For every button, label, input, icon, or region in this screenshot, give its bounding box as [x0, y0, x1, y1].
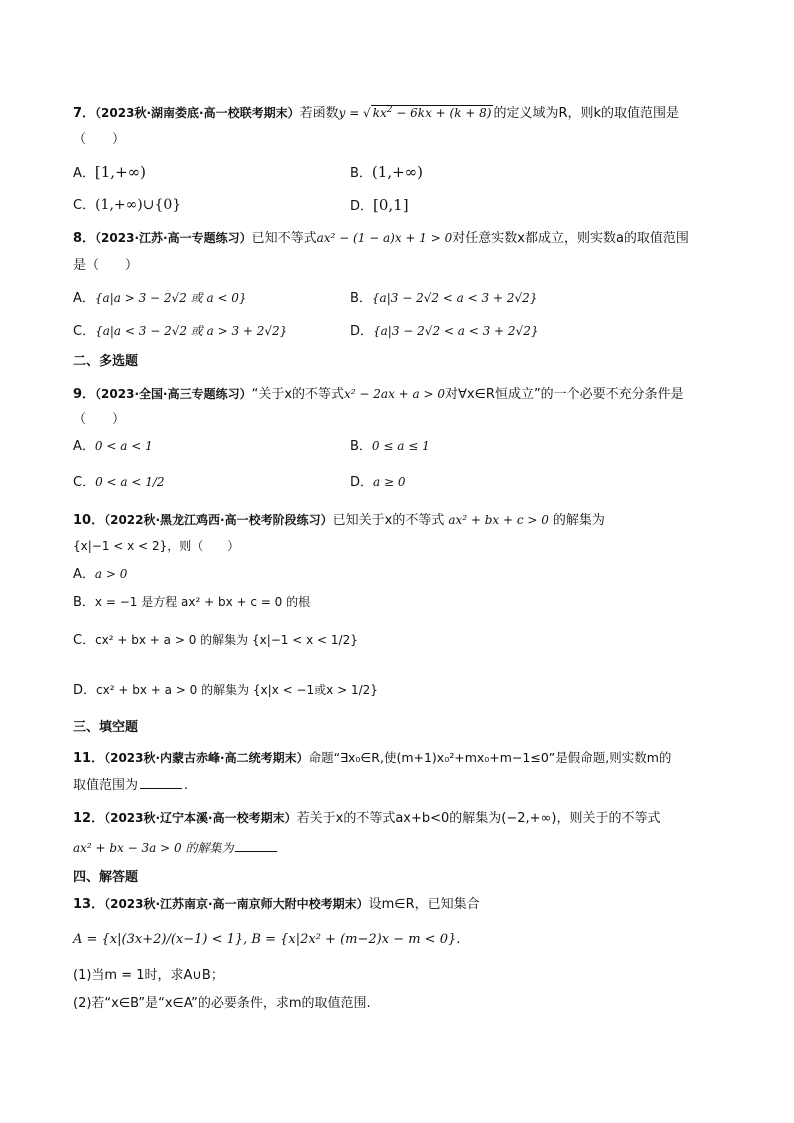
- question-number: 9．: [73, 387, 96, 402]
- option-b: [73, 592, 310, 613]
- option-text: x = −1 是方程 ax² + bx + c = 0 的根: [94, 595, 311, 609]
- option-label: A．: [73, 439, 95, 454]
- section-heading: 二、多选题: [73, 354, 139, 369]
- question-number: 7．: [73, 106, 96, 121]
- option-text: a > 0: [94, 567, 128, 581]
- question-10-line-2: {x|−1 < x < 2}，则（ ）: [73, 539, 240, 553]
- option-text: {a|3 − 2√2 < a < 3 + 2√2}: [371, 291, 538, 305]
- option-c: [73, 321, 287, 342]
- option-text: (1,+∞): [371, 163, 424, 181]
- section-heading: 三、填空题: [73, 720, 139, 735]
- question-source: （2023秋·湖南娄底·高一校联考期末）: [95, 106, 300, 120]
- option-label: C．: [73, 324, 96, 339]
- question-text: ax² + bx − 3a > 0 的解集为: [73, 841, 234, 855]
- option-label: D．: [73, 683, 97, 698]
- question-source: （2023秋·内蒙古赤峰·高二统考期末）: [104, 751, 309, 765]
- answer-paren: （ ）: [73, 412, 126, 427]
- q13-part-2: (2)若“x∈B”是“x∈A”的必要条件，求m的取值范围.: [73, 996, 371, 1011]
- question-source: （2023·全国·高三专题练习）: [95, 387, 252, 401]
- option-text: [1,+∞): [94, 163, 146, 181]
- question-text: 对∀x∈R恒成立”的一个必要不充分条件是: [445, 387, 684, 402]
- q13-sets: A = {x|(3x+2)/(x−1) < 1}, B = {x|2x² + (m−2)x − m < 0}.: [73, 932, 461, 947]
- option-d: [73, 680, 378, 701]
- question-text: 已知关于x的不等式: [332, 513, 445, 528]
- option-label: A．: [73, 567, 95, 582]
- question-7-line-1: [73, 100, 679, 124]
- option-c: [73, 630, 358, 651]
- option-label: B．: [73, 595, 95, 610]
- question-source: （2023·江苏·高一专题练习）: [95, 231, 252, 245]
- question-number: 8．: [73, 231, 96, 246]
- question-source: （2022秋·黑龙江鸡西·高一校考阶段练习）: [104, 513, 333, 527]
- option-label: C．: [73, 198, 96, 213]
- option-d: [350, 472, 406, 493]
- option-label: D．: [350, 324, 374, 339]
- question-text: 的解集为: [552, 513, 605, 528]
- option-label: C．: [73, 475, 96, 490]
- q13-part-1: (1)当m = 1时，求A∪B；: [73, 968, 224, 983]
- question-text: 取值范围为: [73, 778, 139, 793]
- section-heading: 四、解答题: [73, 870, 139, 885]
- option-text: 0 ≤ a ≤ 1: [371, 439, 430, 453]
- option-a: [73, 162, 146, 184]
- option-text: {a|a > 3 − 2√2 或 a < 0}: [94, 291, 247, 305]
- question-11-line-1: [73, 748, 671, 769]
- question-10-line-1: [73, 510, 605, 531]
- q9-formula: x² − 2ax + a > 0: [344, 387, 445, 401]
- option-label: A．: [73, 291, 95, 306]
- option-text: cx² + bx + a > 0 的解集为 {x|x < −1或x > 1/2}: [96, 683, 378, 697]
- q7-formula: y = √ $kx^2 - 6kx + (k + 8)$: [338, 105, 492, 120]
- option-d: [350, 321, 538, 342]
- option-text: [0,1]: [373, 196, 409, 214]
- option-b: [350, 288, 537, 309]
- answer-paren: （ ）: [73, 132, 126, 147]
- question-text: .: [184, 778, 189, 793]
- question-source: （2023秋·辽宁本溪·高一校考期末）: [104, 811, 297, 825]
- option-a: [73, 436, 153, 457]
- option-label: D．: [350, 199, 374, 214]
- option-text: 0 < a < 1: [94, 439, 153, 453]
- option-label: C．: [73, 633, 96, 648]
- question-source: （2023秋·江苏南京·高一南京师大附中校考期末）: [104, 897, 369, 911]
- option-text: {a|a < 3 − 2√2 或 a > 3 + 2√2}: [95, 324, 288, 338]
- option-label: D．: [350, 475, 374, 490]
- question-8-line-1: [73, 228, 689, 249]
- question-text: “关于x的不等式: [251, 387, 345, 402]
- question-text: 命题“∃x₀∈R,使(m+1)x₀²+mx₀+m−1≤0”是假命题,则实数m的: [308, 750, 672, 765]
- question-11-line-2: [73, 776, 188, 796]
- question-text: 对任意实数x都成立，则实数a的取值范围: [452, 231, 689, 246]
- option-c: [73, 472, 165, 493]
- answer-blank[interactable]: [140, 776, 182, 789]
- question-text: 的定义域为R，则k的取值范围是: [493, 106, 680, 121]
- option-c: [73, 195, 181, 216]
- option-b: [350, 436, 430, 457]
- question-number: 10．: [73, 513, 105, 528]
- question-number: 12．: [73, 811, 105, 826]
- question-number: 11．: [73, 751, 105, 766]
- question-number: 13．: [73, 897, 105, 912]
- option-d: [350, 195, 409, 217]
- answer-blank[interactable]: [235, 839, 277, 852]
- question-12-line-2: [73, 838, 279, 859]
- option-a: [73, 564, 127, 585]
- question-13-line-1: [73, 894, 480, 915]
- question-9-line-1: [73, 384, 684, 405]
- option-text: cx² + bx + a > 0 的解集为 {x|−1 < x < 1/2}: [95, 633, 358, 647]
- option-label: A．: [73, 166, 95, 181]
- option-a: [73, 288, 247, 309]
- option-text: (1,+∞)∪{0}: [95, 197, 182, 213]
- option-text: {a|3 − 2√2 < a < 3 + 2√2}: [373, 324, 539, 338]
- option-text: a ≥ 0: [373, 475, 406, 489]
- question-12-line-1: [73, 808, 660, 829]
- option-label: B．: [350, 439, 372, 454]
- option-label: B．: [350, 166, 372, 181]
- option-text: 0 < a < 1/2: [95, 475, 165, 489]
- question-text: 设m∈R，已知集合: [368, 897, 480, 912]
- q8-formula: ax² − (1 − a)x + 1 > 0: [316, 231, 453, 245]
- question-text: 若函数: [299, 106, 339, 121]
- q10-formula: ax² + bx + c > 0: [448, 513, 549, 527]
- question-text: 若关于x的不等式ax+b<0的解集为(−2,+∞)，则关于的不等式: [296, 811, 661, 826]
- question-text: 已知不等式: [251, 231, 317, 246]
- option-label: B．: [350, 291, 372, 306]
- option-b: [350, 162, 423, 184]
- question-8-line-2: 是（ ）: [73, 258, 139, 273]
